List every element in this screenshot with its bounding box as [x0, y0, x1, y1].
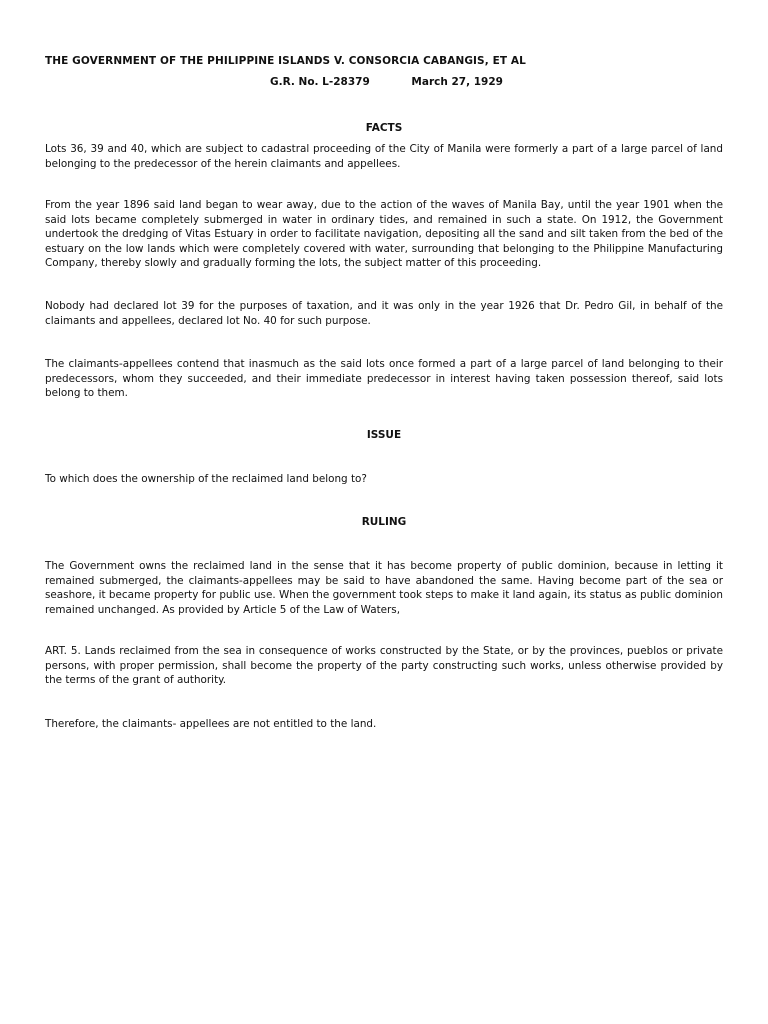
facts-paragraph-4: The claimants-appellees contend that inasmuch as the said lots once formed a part of a large parcel of land belonging to their predecessors, whom they succeeded, and their immediate predecessor in interest having taken possession thereof, said lots belong to them.	[45, 358, 723, 399]
case-title: THE GOVERNMENT OF THE PHILIPPINE ISLANDS V. CONSORCIA CABANGIS, ET AL	[45, 55, 526, 67]
issue-text: To which does the ownership of the reclaimed land belong to?	[45, 473, 367, 485]
law-article-quote: ART. 5. Lands reclaimed from the sea in consequence of works constructed by the State, or by the provinces, pueblos or private persons, with proper permission, shall become the property of the party constructing such works, unless otherwise provided by the terms of the grant of authority.	[45, 645, 723, 686]
decision-date: March 27, 1929	[411, 76, 503, 88]
ruling-conclusion: Therefore, the claimants- appellees are not entitled to the land.	[45, 718, 377, 730]
ruling-heading: RULING	[361, 516, 407, 528]
facts-paragraph-3: Nobody had declared lot 39 for the purposes of taxation, and it was only in the year 1926 that Dr. Pedro Gil, in behalf of the claimants and appellees, declared lot No. 40 for such purpose.	[45, 300, 723, 327]
facts-heading: FACTS	[365, 122, 403, 134]
gr-number: G.R. No. L-28379	[270, 76, 370, 88]
ruling-paragraph-1: The Government owns the reclaimed land in the sense that it has become property of public dominion, because in letting it remained submerged, the claimants-appellees may be said to have abandoned the same. Having become part of the sea or seashore, it became property for public use. When the government took steps to make it land again, its status as public dominion remained unchanged. As provided by Article 5 of the Law of Waters,	[45, 560, 723, 616]
issue-heading: ISSUE	[366, 429, 402, 441]
case-reference-line	[270, 76, 503, 88]
facts-paragraph-1: Lots 36, 39 and 40, which are subject to cadastral proceeding of the City of Manila were formerly a part of a large parcel of land belonging to the predecessor of the herein claimants and appellees.	[45, 143, 723, 170]
facts-paragraph-2: From the year 1896 said land began to wear away, due to the action of the waves of Manila Bay, until the year 1901 when the said lots became completely submerged in water in ordinary tides, and remained in such a state. On 1912, the Government undertook the dredging of Vitas Estuary in order to facilitate navigation, depositing all the sand and silt taken from the bed of the estuary on the low lands which were completely covered with water, surrounding that belonging to the Philippine Manufacturing Company, thereby slowly and gradually forming the lots, the subject matter of this proceeding.	[45, 199, 723, 269]
